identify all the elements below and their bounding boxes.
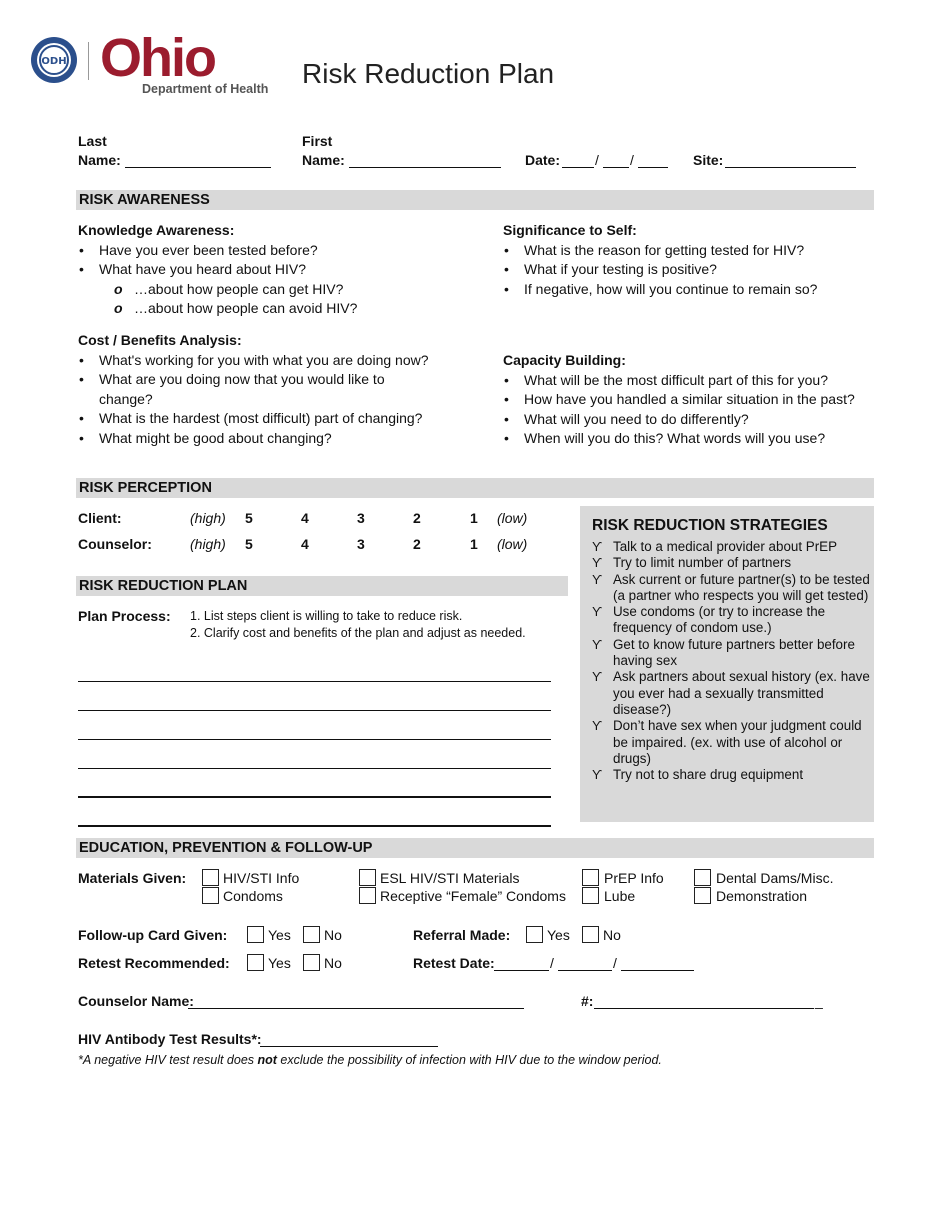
list-item: • When will you do this? What words will you use? (503, 429, 883, 449)
risk-reduction-plan-heading-text: RISK REDUCTION PLAN (79, 578, 248, 594)
counselor-name-field[interactable] (188, 1008, 524, 1009)
footnote-post: exclude the possibility of infection with HIV due to the window period. (276, 1053, 662, 1067)
knowledge-awareness-title: Knowledge Awareness: (78, 222, 235, 238)
retest-date-year-field[interactable] (621, 970, 694, 971)
dental-dams-label: Dental Dams/Misc. (716, 870, 834, 886)
ohio-logo-subtitle: Department of Health (142, 82, 269, 96)
plan-process-label: Plan Process: (78, 608, 171, 624)
counselor-rating-1[interactable]: 1 (470, 536, 478, 552)
significance-title: Significance to Self: (503, 222, 637, 238)
strategy-item: ϒ Try not to share drug equipment (592, 767, 870, 783)
condoms-checkbox[interactable] (202, 887, 219, 904)
retest-recommended-label: Retest Recommended: (78, 955, 230, 971)
risk-awareness-heading-text: RISK AWARENESS (79, 192, 210, 208)
date-separator: / (630, 152, 634, 168)
counselor-rating-3[interactable]: 3 (357, 536, 365, 552)
list-item: • What might be good about changing? (78, 429, 448, 449)
footnote-bold: not (257, 1053, 277, 1067)
retest-yes-checkbox[interactable] (247, 954, 264, 971)
hiv-test-results-field[interactable] (260, 1046, 438, 1047)
last-name-field[interactable] (125, 167, 271, 168)
client-low-label: (low) (497, 510, 528, 526)
first-name-label-top: First (302, 133, 333, 149)
followup-no-checkbox[interactable] (303, 926, 320, 943)
capacity-building-section (503, 351, 883, 449)
site-label: Site: (693, 152, 724, 168)
dental-dams-checkbox[interactable] (694, 869, 711, 886)
strategy-item: ϒ Ask current or future partner(s) to be tested (a partner who respects you will get tested) (592, 572, 870, 605)
strategies-title: RISK REDUCTION STRATEGIES (592, 517, 828, 534)
retest-date-day-field[interactable] (558, 970, 612, 971)
plan-write-line[interactable] (78, 768, 551, 769)
counselor-rating-2[interactable]: 2 (413, 536, 421, 552)
esl-materials-checkbox[interactable] (359, 869, 376, 886)
date-separator: / (595, 152, 599, 168)
counselor-rating-label: Counselor: (78, 536, 152, 552)
followup-yes-label: Yes (268, 927, 291, 943)
counselor-number-tail: _ (815, 993, 823, 1009)
hiv-sti-info-checkbox[interactable] (202, 869, 219, 886)
list-item: • What is the hardest (most difficult) part of changing? (78, 409, 448, 429)
strategy-item: ϒ Ask partners about sexual history (ex. have you ever had a sexually transmitted disease?) (592, 669, 870, 718)
list-item: o …about how people can get HIV? (78, 280, 498, 300)
condoms-label: Condoms (223, 888, 283, 904)
risk-perception-heading-text: RISK PERCEPTION (79, 480, 212, 496)
followup-yes-checkbox[interactable] (247, 926, 264, 943)
risk-awareness-heading (76, 190, 874, 210)
list-item: • How have you handled a similar situation in the past? (503, 390, 883, 410)
prep-info-checkbox[interactable] (582, 869, 599, 886)
plan-step-1: 1. List steps client is willing to take to reduce risk. (190, 609, 463, 623)
retest-no-checkbox[interactable] (303, 954, 320, 971)
prep-info-label: PrEP Info (604, 870, 664, 886)
ohio-seal-icon (30, 36, 78, 84)
retest-no-label: No (324, 955, 342, 971)
date-year-field[interactable] (638, 167, 668, 168)
cost-benefits-section (78, 331, 448, 449)
retest-date-separator: / (613, 955, 617, 971)
client-rating-4[interactable]: 4 (301, 510, 309, 526)
first-name-label: Name: (302, 152, 345, 168)
date-month-field[interactable] (562, 167, 594, 168)
referral-no-label: No (603, 927, 621, 943)
ohio-logo-word: Ohio (100, 28, 215, 88)
logo-divider (88, 42, 89, 80)
hiv-test-results-label: HIV Antibody Test Results*: (78, 1031, 262, 1047)
client-rating-2[interactable]: 2 (413, 510, 421, 526)
capacity-building-title: Capacity Building: (503, 352, 626, 368)
client-rating-label: Client: (78, 510, 122, 526)
svg-text:ODH: ODH (41, 56, 67, 67)
cost-benefits-title: Cost / Benefits Analysis: (78, 332, 242, 348)
counselor-low-label: (low) (497, 536, 528, 552)
plan-step-2: 2. Clarify cost and benefits of the plan and adjust as needed. (190, 626, 526, 640)
site-field[interactable] (725, 167, 856, 168)
retest-date-separator: / (550, 955, 554, 971)
referral-yes-label: Yes (547, 927, 570, 943)
date-day-field[interactable] (603, 167, 629, 168)
education-heading-text: EDUCATION, PREVENTION & FOLLOW-UP (79, 840, 373, 856)
female-condoms-label: Receptive “Female” Condoms (380, 888, 566, 904)
risk-reduction-strategies-box (580, 506, 874, 822)
first-name-field[interactable] (349, 167, 501, 168)
strategy-item: ϒ Don’t have sex when your judgment could be impaired. (ex. with use of alcohol or drugs) (592, 718, 870, 767)
counselor-number-label: #: (581, 993, 594, 1009)
esl-materials-label: ESL HIV/STI Materials (380, 870, 520, 886)
risk-reduction-plan-heading (76, 576, 568, 596)
plan-write-line[interactable] (78, 825, 551, 827)
materials-given-label: Materials Given: (78, 870, 187, 886)
plan-write-line[interactable] (78, 796, 551, 798)
list-item: • What will you need to do differently? (503, 410, 883, 430)
counselor-name-label: Counselor Name: (78, 993, 194, 1009)
plan-write-line[interactable] (78, 681, 551, 682)
counselor-number-field[interactable] (594, 1008, 814, 1009)
strategy-item: ϒ Talk to a medical provider about PrEP (592, 539, 870, 555)
strategy-item: ϒ Try to limit number of partners (592, 555, 870, 571)
followup-card-label: Follow-up Card Given: (78, 927, 228, 943)
list-item: • What if your testing is positive? (503, 260, 883, 280)
referral-made-label: Referral Made: (413, 927, 511, 943)
hiv-sti-info-label: HIV/STI Info (223, 870, 300, 886)
retest-date-label: Retest Date: (413, 955, 495, 971)
client-rating-5[interactable]: 5 (245, 510, 253, 526)
education-heading (76, 838, 874, 858)
knowledge-awareness-section (78, 221, 498, 319)
list-item: • Have you ever been tested before? (78, 241, 498, 261)
retest-date-month-field[interactable] (494, 970, 549, 971)
retest-yes-label: Yes (268, 955, 291, 971)
last-name-label: Name: (78, 152, 121, 168)
female-condoms-checkbox[interactable] (359, 887, 376, 904)
demonstration-label: Demonstration (716, 888, 808, 904)
footnote-pre: *A negative HIV test result does (78, 1053, 258, 1067)
lube-checkbox[interactable] (582, 887, 599, 904)
lube-label: Lube (604, 888, 636, 904)
list-item: • What is the reason for getting tested for HIV? (503, 241, 883, 261)
referral-no-checkbox[interactable] (582, 926, 599, 943)
significance-section (503, 221, 883, 299)
page-title: Risk Reduction Plan (302, 58, 555, 89)
strategy-item: ϒ Use condoms (or try to increase the frequency of condom use.) (592, 604, 870, 637)
list-item: • What have you heard about HIV? (78, 260, 498, 280)
list-item: • What are you doing now that you would like to change? (78, 370, 399, 409)
demonstration-checkbox[interactable] (694, 887, 711, 904)
risk-perception-heading (76, 478, 874, 498)
strategy-item: ϒ Get to know future partners better before having sex (592, 637, 870, 670)
list-item: o …about how people can avoid HIV? (78, 299, 498, 319)
counselor-high-label: (high) (190, 536, 226, 552)
counselor-rating-4[interactable]: 4 (301, 536, 309, 552)
list-item: • What's working for you with what you are doing now? (78, 351, 448, 371)
followup-no-label: No (324, 927, 342, 943)
plan-write-line[interactable] (78, 710, 551, 711)
footnote (78, 1053, 662, 1067)
last-name-label-top: Last (78, 133, 107, 149)
client-high-label: (high) (190, 510, 226, 526)
client-rating-3[interactable]: 3 (357, 510, 365, 526)
counselor-rating-5[interactable]: 5 (245, 536, 253, 552)
referral-yes-checkbox[interactable] (526, 926, 543, 943)
client-rating-1[interactable]: 1 (470, 510, 478, 526)
list-item: • If negative, how will you continue to remain so? (503, 280, 883, 300)
list-item: • What will be the most difficult part of this for you? (503, 371, 883, 391)
plan-write-line[interactable] (78, 739, 551, 740)
date-label: Date: (525, 152, 561, 168)
